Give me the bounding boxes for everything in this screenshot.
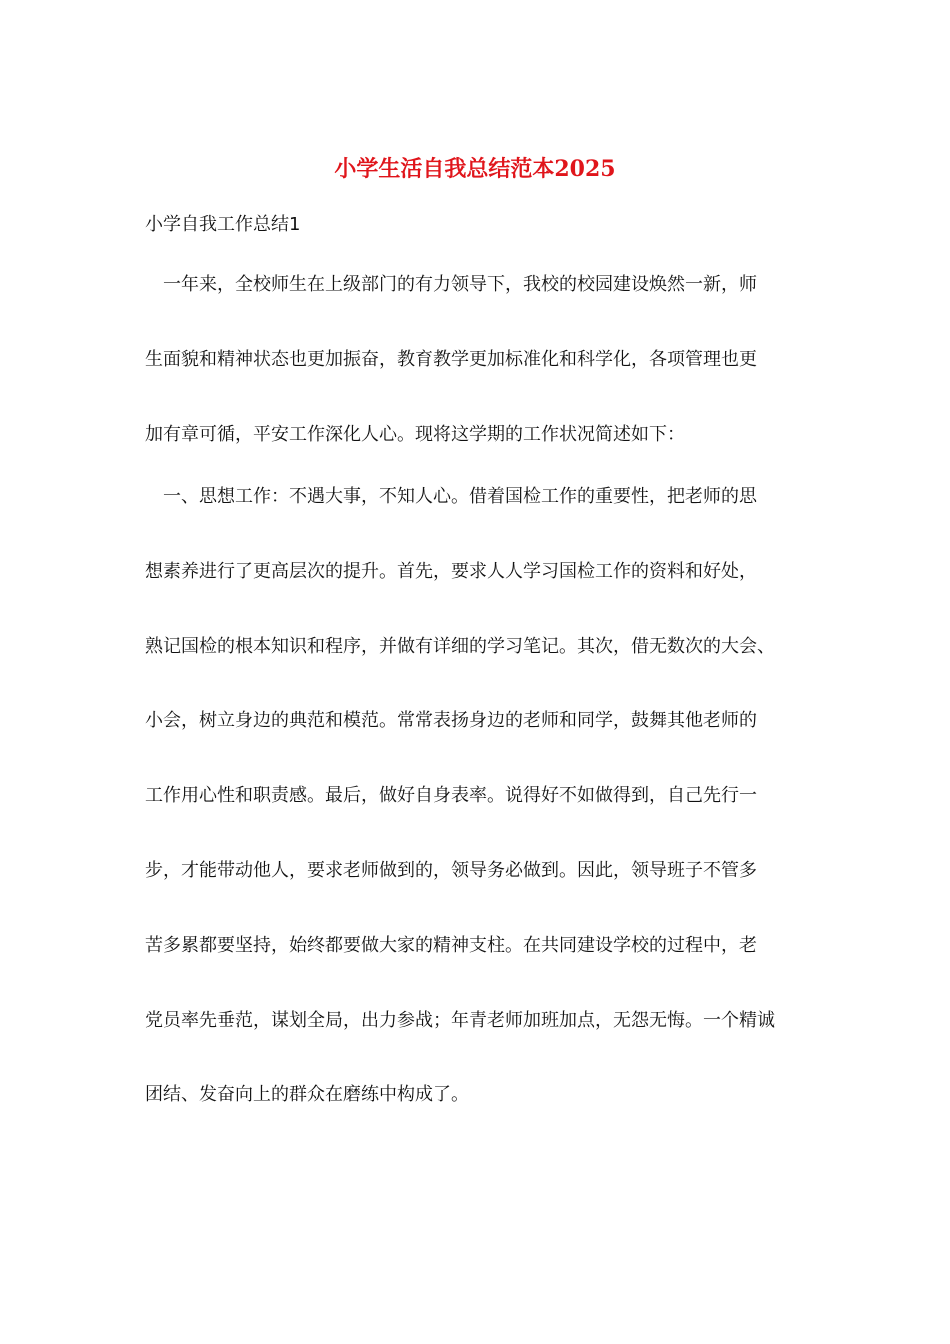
paragraph-line: 熟记国检的根本知识和程序，并做有详细的学习笔记。其次，借无数次的大会、: [145, 636, 775, 657]
paragraph-line: 党员率先垂范，谋划全局，出力参战；年青老师加班加点，无怨无悔。一个精诚: [145, 1010, 775, 1031]
paragraph-line: 生面貌和精神状态也更加振奋，教育教学更加标准化和科学化，各项管理也更: [145, 349, 757, 370]
paragraph-line: 团结、发奋向上的群众在磨练中构成了。: [145, 1084, 469, 1105]
paragraph-line: 苦多累都要坚持，始终都要做大家的精神支柱。在共同建设学校的过程中，老: [145, 935, 757, 956]
paragraph-line: 步，才能带动他人，要求老师做到的，领导务必做到。因此，领导班子不管多: [145, 860, 757, 881]
paragraph-line: 一、思想工作：不遇大事，不知人心。借着国检工作的重要性，把老师的思: [145, 486, 757, 507]
paragraph-line: 想素养进行了更高层次的提升。首先，要求人人学习国检工作的资料和好处，: [145, 561, 757, 582]
section-heading: 小学自我工作总结1: [145, 214, 301, 235]
document-title: 小学生活自我总结范本2025: [334, 156, 616, 182]
paragraph-line: 小会，树立身边的典范和模范。常常表扬身边的老师和同学，鼓舞其他老师的: [145, 710, 757, 731]
paragraph-line: 加有章可循，平安工作深化人心。现将这学期的工作状况简述如下：: [145, 424, 685, 445]
paragraph-line: 工作用心性和职责感。最后，做好自身表率。说得好不如做得到，自己先行一: [145, 785, 757, 806]
paragraph-line: 一年来，全校师生在上级部门的有力领导下，我校的校园建设焕然一新，师: [145, 274, 757, 295]
